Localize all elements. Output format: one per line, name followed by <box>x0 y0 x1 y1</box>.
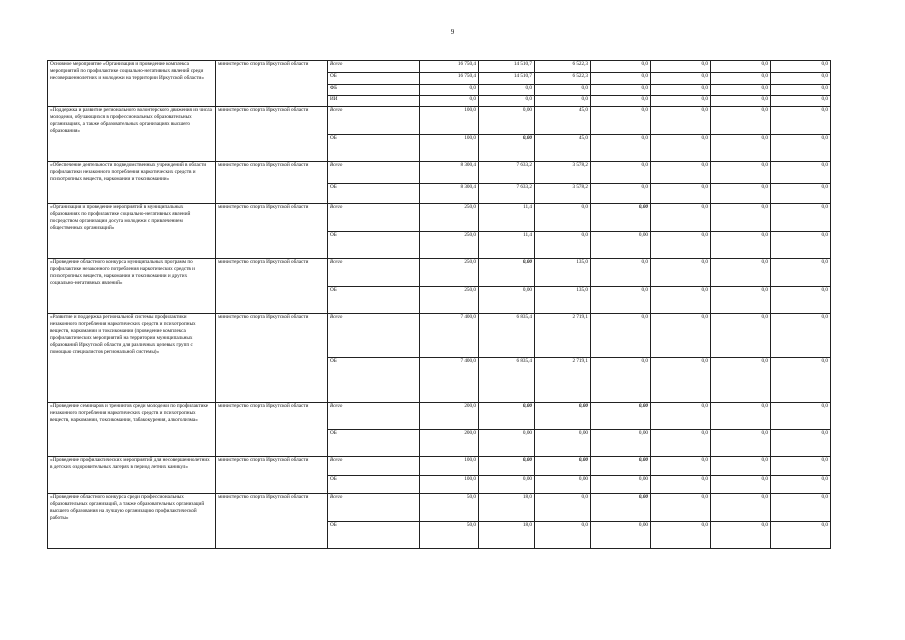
amount-cell: 0,0 <box>711 457 771 476</box>
amount-cell: 0,0 <box>711 522 771 549</box>
amount-cell: 0,00 <box>591 522 651 549</box>
amount-cell: 14 510,7 <box>479 61 535 73</box>
amount-cell: 0,0 <box>771 522 831 549</box>
amount-cell: 0,0 <box>771 403 831 430</box>
funding-source: Всего <box>328 457 420 476</box>
amount-cell: 0,0 <box>771 73 831 85</box>
table-row <box>48 457 831 476</box>
amount-cell: 250,0 <box>420 259 479 287</box>
amount-cell: 0,0 <box>651 314 711 358</box>
amount-cell: 0,0 <box>711 259 771 287</box>
measure-description: «Обеспечение деятельности подведомственных учреждений в области профилактики незаконного потребления наркотических средств и психотропных веществ, наркомании и токсикомании» <box>48 162 216 204</box>
amount-cell: 200,0 <box>420 403 479 430</box>
amount-cell: 6 522,3 <box>535 61 591 73</box>
amount-cell: 100,0 <box>420 476 479 494</box>
amount-cell: 0,0 <box>535 232 591 259</box>
amount-cell: 0,0 <box>479 96 535 107</box>
amount-cell: 0,0 <box>651 287 711 314</box>
measure-description: «Развитие и поддержка региональной системы профилактики незаконного потребления наркотических средств и психотропных веществ, наркомании и токсикомании (проведение комплекса профилактических мероприятий на территории муниципальных образований Иркутской области для различных целевых групп с помощью специалистов региональной системы)» <box>48 314 216 403</box>
amount-cell: 0,0 <box>771 96 831 107</box>
funding-source: ОБ <box>328 287 420 314</box>
amount-cell: 6 835,4 <box>479 358 535 403</box>
table-row <box>48 314 831 358</box>
amount-cell: 0,00 <box>479 457 535 476</box>
amount-cell: 7 633,2 <box>479 162 535 184</box>
amount-cell: 0,00 <box>479 430 535 457</box>
amount-cell: 0,0 <box>711 96 771 107</box>
amount-cell: 8 300,4 <box>420 184 479 204</box>
amount-cell: 0,0 <box>711 135 771 162</box>
amount-cell: 0,00 <box>535 403 591 430</box>
amount-cell: 0,0 <box>535 494 591 522</box>
amount-cell: 0,0 <box>651 522 711 549</box>
amount-cell: 0,0 <box>711 73 771 85</box>
amount-cell: 0,0 <box>591 184 651 204</box>
funding-source: Всего <box>328 314 420 358</box>
measure-description: «Проведение областного конкурса среди профессиональных образовательных организаций, а также образовательных организаций высшего образования на лучшую организацию профилактической работы» <box>48 494 216 549</box>
amount-cell: 0,0 <box>535 85 591 96</box>
amount-cell: 250,0 <box>420 287 479 314</box>
amount-cell: 0,0 <box>651 107 711 135</box>
amount-cell: 0,0 <box>420 96 479 107</box>
funding-source: Всего <box>328 107 420 135</box>
amount-cell: 0,0 <box>591 358 651 403</box>
funding-source: Всего <box>328 162 420 184</box>
amount-cell: 0,0 <box>651 259 711 287</box>
responsible-executor: министерство спорта Иркутской области <box>216 259 328 314</box>
amount-cell: 0,0 <box>591 259 651 287</box>
amount-cell: 0,00 <box>535 476 591 494</box>
amount-cell: 45,0 <box>535 107 591 135</box>
amount-cell: 0,0 <box>535 96 591 107</box>
amount-cell: 11,4 <box>479 232 535 259</box>
amount-cell: 100,0 <box>420 135 479 162</box>
amount-cell: 0,00 <box>591 232 651 259</box>
amount-cell: 0,0 <box>651 232 711 259</box>
funding-source: Всего <box>328 259 420 287</box>
amount-cell: 0,00 <box>591 204 651 232</box>
amount-cell: 100,0 <box>420 107 479 135</box>
amount-cell: 0,0 <box>479 85 535 96</box>
amount-cell: 0,0 <box>711 107 771 135</box>
amount-cell: 0,0 <box>651 494 711 522</box>
amount-cell: 0,0 <box>771 358 831 403</box>
amount-cell: 0,0 <box>591 73 651 85</box>
amount-cell: 0,00 <box>479 107 535 135</box>
responsible-executor: министерство спорта Иркутской области <box>216 162 328 204</box>
amount-cell: 0,0 <box>771 259 831 287</box>
amount-cell: 0,0 <box>771 204 831 232</box>
amount-cell: 0,00 <box>591 476 651 494</box>
funding-source: ОБ <box>328 232 420 259</box>
amount-cell: 0,0 <box>420 85 479 96</box>
responsible-executor: министерство спорта Иркутской области <box>216 61 328 107</box>
amount-cell: 0,0 <box>591 135 651 162</box>
amount-cell: 0,0 <box>771 476 831 494</box>
amount-cell: 0,0 <box>711 494 771 522</box>
amount-cell: 0,0 <box>591 162 651 184</box>
responsible-executor: министерство спорта Иркутской области <box>216 204 328 259</box>
amount-cell: 0,0 <box>711 204 771 232</box>
amount-cell: 2 719,1 <box>535 358 591 403</box>
amount-cell: 0,0 <box>591 85 651 96</box>
amount-cell: 250,0 <box>420 204 479 232</box>
amount-cell: 7 400,0 <box>420 358 479 403</box>
amount-cell: 0,00 <box>479 476 535 494</box>
table-row <box>48 403 831 430</box>
amount-cell: 45,0 <box>535 135 591 162</box>
amount-cell: 0,0 <box>771 162 831 184</box>
amount-cell: 50,0 <box>420 494 479 522</box>
amount-cell: 0,0 <box>651 403 711 430</box>
amount-cell: 0,0 <box>711 61 771 73</box>
amount-cell: 0,0 <box>535 204 591 232</box>
amount-cell: 0,0 <box>771 61 831 73</box>
amount-cell: 0,0 <box>591 61 651 73</box>
amount-cell: 100,0 <box>420 457 479 476</box>
amount-cell: 0,0 <box>771 85 831 96</box>
amount-cell: 0,0 <box>591 96 651 107</box>
amount-cell: 0,0 <box>711 232 771 259</box>
responsible-executor: министерство спорта Иркутской области <box>216 494 328 549</box>
amount-cell: 0,0 <box>651 476 711 494</box>
funding-source: Всего <box>328 494 420 522</box>
measure-description: «Организация и проведение мероприятий в муниципальных образованиях по профилактике социально-негативных явлений посредством организации досуга молодежи с привлечением общественных организаций» <box>48 204 216 259</box>
amount-cell: 18,0 <box>479 494 535 522</box>
table-row <box>48 162 831 184</box>
measure-description: «Проведение областного конкурса муниципальных программ по профилактике незаконного потребления наркотических средств и психотропных веществ, наркомании и токсикомании и других социально-негативных явлений» <box>48 259 216 314</box>
amount-cell: 0,0 <box>651 61 711 73</box>
amount-cell: 0,0 <box>591 287 651 314</box>
responsible-executor: министерство спорта Иркутской области <box>216 107 328 162</box>
amount-cell: 0,00 <box>479 259 535 287</box>
amount-cell: 0,0 <box>651 85 711 96</box>
amount-cell: 0,0 <box>651 358 711 403</box>
measure-description: «Проведение профилактических мероприятий для несовершеннолетних в детских оздоровительных лагерях в период летних каникул» <box>48 457 216 494</box>
amount-cell: 135,0 <box>535 287 591 314</box>
amount-cell: 0,0 <box>711 85 771 96</box>
amount-cell: 0,00 <box>591 430 651 457</box>
amount-cell: 0,0 <box>771 184 831 204</box>
funding-source: ОБ <box>328 476 420 494</box>
amount-cell: 0,0 <box>711 430 771 457</box>
amount-cell: 0,0 <box>771 135 831 162</box>
measure-description: «Поддержка и развитие регионального волонтерского движения из числа молодежи, обучающихся в профессиональных образовательных организациях, а также образовательных организациях высшего образования» <box>48 107 216 162</box>
measure-description: Основное мероприятие «Организация и проведение комплекса мероприятий по профилактике социально-негативных явлений среди несовершеннолетних и молодежи на территории Иркутской области» <box>48 61 216 107</box>
amount-cell: 0,0 <box>651 430 711 457</box>
amount-cell: 0,0 <box>771 457 831 476</box>
amount-cell: 200,0 <box>420 430 479 457</box>
table-row <box>48 494 831 522</box>
amount-cell: 6 835,4 <box>479 314 535 358</box>
amount-cell: 0,0 <box>771 287 831 314</box>
amount-cell: 0,00 <box>479 135 535 162</box>
amount-cell: 0,0 <box>651 162 711 184</box>
amount-cell: 0,0 <box>651 96 711 107</box>
amount-cell: 0,00 <box>535 430 591 457</box>
funding-source: ОБ <box>328 430 420 457</box>
table-row <box>48 61 831 73</box>
amount-cell: 0,0 <box>711 287 771 314</box>
amount-cell: 16 750,4 <box>420 61 479 73</box>
amount-cell: 0,0 <box>711 476 771 494</box>
amount-cell: 0,0 <box>771 430 831 457</box>
funding-source: ИИ <box>328 96 420 107</box>
amount-cell: 3 578,2 <box>535 184 591 204</box>
amount-cell: 0,0 <box>535 522 591 549</box>
amount-cell: 0,0 <box>651 184 711 204</box>
amount-cell: 6 522,3 <box>535 73 591 85</box>
funding-source: ОБ <box>328 135 420 162</box>
amount-cell: 0,0 <box>591 107 651 135</box>
funding-source: Всего <box>328 61 420 73</box>
amount-cell: 18,0 <box>479 522 535 549</box>
table-row <box>48 107 831 135</box>
measure-description: «Проведение семинаров и тренингов среди молодежи по профилактике незаконного потребления наркотических средств и психотропных веществ, наркомании, токсикомании, табакокурения, алкоголизма» <box>48 403 216 457</box>
amount-cell: 11,4 <box>479 204 535 232</box>
amount-cell: 0,0 <box>651 204 711 232</box>
amount-cell: 16 750,4 <box>420 73 479 85</box>
funding-source: ФБ <box>328 85 420 96</box>
funding-source: Всего <box>328 204 420 232</box>
amount-cell: 0,0 <box>651 135 711 162</box>
amount-cell: 0,00 <box>591 403 651 430</box>
amount-cell: 0,0 <box>711 162 771 184</box>
amount-cell: 0,00 <box>479 403 535 430</box>
responsible-executor: министерство спорта Иркутской области <box>216 457 328 494</box>
amount-cell: 0,0 <box>591 314 651 358</box>
table-row <box>48 204 831 232</box>
amount-cell: 0,0 <box>771 494 831 522</box>
amount-cell: 14 510,7 <box>479 73 535 85</box>
amount-cell: 0,00 <box>535 457 591 476</box>
funding-source: Всего <box>328 403 420 430</box>
amount-cell: 7 400,0 <box>420 314 479 358</box>
responsible-executor: министерство спорта Иркутской области <box>216 314 328 403</box>
amount-cell: 50,0 <box>420 522 479 549</box>
amount-cell: 0,0 <box>651 457 711 476</box>
page-number: 9 <box>450 28 455 36</box>
table-row <box>48 259 831 287</box>
budget-table <box>47 60 831 549</box>
amount-cell: 0,0 <box>771 107 831 135</box>
responsible-executor: министерство спорта Иркутской области <box>216 403 328 457</box>
amount-cell: 0,00 <box>479 287 535 314</box>
funding-source: ОБ <box>328 184 420 204</box>
amount-cell: 2 719,1 <box>535 314 591 358</box>
amount-cell: 0,0 <box>651 73 711 85</box>
funding-source: ОБ <box>328 73 420 85</box>
amount-cell: 7 633,2 <box>479 184 535 204</box>
amount-cell: 0,0 <box>711 314 771 358</box>
amount-cell: 8 300,4 <box>420 162 479 184</box>
amount-cell: 0,00 <box>591 457 651 476</box>
funding-source: ОБ <box>328 522 420 549</box>
amount-cell: 135,0 <box>535 259 591 287</box>
amount-cell: 0,0 <box>771 314 831 358</box>
amount-cell: 0,0 <box>771 232 831 259</box>
amount-cell: 0,00 <box>591 494 651 522</box>
amount-cell: 250,0 <box>420 232 479 259</box>
funding-source: ОБ <box>328 358 420 403</box>
amount-cell: 0,0 <box>711 403 771 430</box>
amount-cell: 3 578,2 <box>535 162 591 184</box>
amount-cell: 0,0 <box>711 358 771 403</box>
amount-cell: 0,0 <box>711 184 771 204</box>
